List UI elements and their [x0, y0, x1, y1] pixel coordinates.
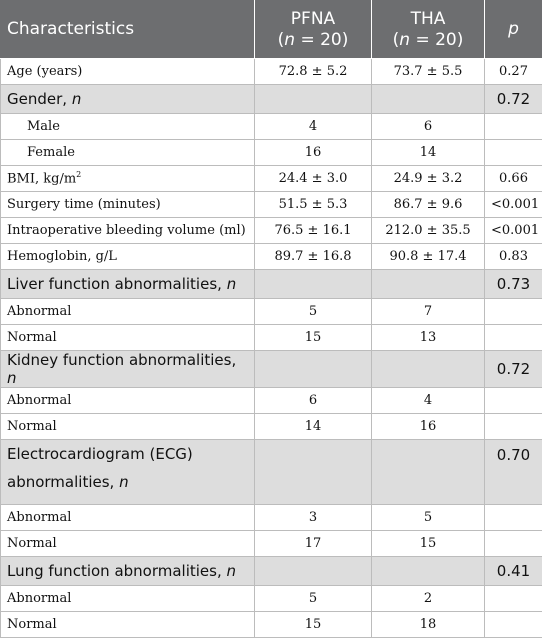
cell-pfna: 15: [255, 325, 372, 351]
cell-tha: [372, 440, 485, 505]
cell-pfna: 14: [255, 414, 372, 440]
cell-p: 0.70: [485, 440, 542, 505]
row-label: Abnormal: [1, 586, 255, 612]
row-label: Male: [1, 114, 255, 140]
cell-pfna: [255, 351, 372, 388]
cell-pfna: 3: [255, 505, 372, 531]
header-tha-n-letter: n: [399, 30, 410, 50]
cell-pfna: 6: [255, 388, 372, 414]
header-characteristics: Characteristics: [1, 1, 255, 59]
table-row-gender: [1, 85, 542, 114]
cell-p: [485, 388, 542, 414]
cell-pfna: [255, 557, 372, 586]
cell-tha: [372, 270, 485, 299]
cell-p: [485, 114, 542, 140]
cell-p: 0.27: [485, 59, 542, 85]
header-tha: THA (n = 20): [372, 1, 485, 59]
row-label: Abnormal: [1, 388, 255, 414]
cell-pfna: 24.4 ± 3.0: [255, 166, 372, 192]
group-label-text: Gender,: [7, 90, 72, 108]
cell-p: [485, 299, 542, 325]
cell-p: [485, 531, 542, 557]
cell-tha: 16: [372, 414, 485, 440]
group-label-n: n: [7, 369, 17, 387]
row-label: Hemoglobin, g/L: [1, 244, 255, 270]
group-label: [1, 351, 255, 388]
header-pfna: PFNA (n = 20): [255, 1, 372, 59]
group-label: [1, 440, 255, 505]
row-label-superscript: 2: [76, 170, 81, 179]
header-pfna-n-letter: n: [284, 30, 295, 50]
cell-pfna: 89.7 ± 16.8: [255, 244, 372, 270]
row-label: Normal: [1, 325, 255, 351]
cell-p: [485, 325, 542, 351]
cell-pfna: 15: [255, 612, 372, 638]
cell-tha: 24.9 ± 3.2: [372, 166, 485, 192]
cell-tha: 86.7 ± 9.6: [372, 192, 485, 218]
cell-pfna: 76.5 ± 16.1: [255, 218, 372, 244]
row-label: Normal: [1, 612, 255, 638]
cell-tha: 13: [372, 325, 485, 351]
table-row-bleeding: [1, 218, 542, 244]
cell-tha: 90.8 ± 17.4: [372, 244, 485, 270]
group-label-line1: Electrocardiogram (ECG): [7, 445, 193, 463]
cell-p: 0.83: [485, 244, 542, 270]
group-label-n: n: [119, 473, 129, 491]
group-label: [1, 85, 255, 114]
cell-p: [485, 414, 542, 440]
group-label: [1, 557, 255, 586]
cell-tha: 15: [372, 531, 485, 557]
table-row-ecg-abnormal: [1, 505, 542, 531]
cell-p: 0.66: [485, 166, 542, 192]
table-row-liver-normal: [1, 325, 542, 351]
table-row-bmi: [1, 166, 542, 192]
cell-p: 0.72: [485, 85, 542, 114]
row-label: Female: [1, 140, 255, 166]
cell-pfna: 51.5 ± 5.3: [255, 192, 372, 218]
row-label: Abnormal: [1, 505, 255, 531]
table-row-lung: [1, 557, 542, 586]
table-row-female: [1, 140, 542, 166]
cell-tha: 4: [372, 388, 485, 414]
group-label-text: Kidney function abnormalities,: [7, 351, 236, 369]
group-label-text: Lung function abnormalities,: [7, 562, 227, 580]
cell-p: 0.41: [485, 557, 542, 586]
table-row-hemoglobin: [1, 244, 542, 270]
cell-tha: [372, 351, 485, 388]
row-label: Normal: [1, 531, 255, 557]
cell-tha: 5: [372, 505, 485, 531]
table-row-male: [1, 114, 542, 140]
group-label-line2: abnormalities,: [7, 473, 119, 491]
row-label: Age (years): [1, 59, 255, 85]
group-label-text: Liver function abnormalities,: [7, 275, 227, 293]
cell-tha: 14: [372, 140, 485, 166]
row-label: Intraoperative bleeding volume (ml): [1, 218, 255, 244]
cell-pfna: 4: [255, 114, 372, 140]
group-label-n: n: [227, 562, 237, 580]
row-label: Normal: [1, 414, 255, 440]
cell-pfna: [255, 270, 372, 299]
group-label: [1, 270, 255, 299]
cell-tha: [372, 557, 485, 586]
cell-p: [485, 140, 542, 166]
cell-p: 0.73: [485, 270, 542, 299]
cell-p: [485, 612, 542, 638]
table-row-ecg: [1, 440, 542, 505]
header-tha-name: THA: [411, 9, 446, 29]
cell-p: 0.72: [485, 351, 542, 388]
table-row-ecg-normal: [1, 531, 542, 557]
row-label: Surgery time (minutes): [1, 192, 255, 218]
row-label-text: BMI, kg/m: [7, 172, 76, 187]
cell-pfna: [255, 440, 372, 505]
cell-tha: 73.7 ± 5.5: [372, 59, 485, 85]
table-row-age: [1, 59, 542, 85]
cell-tha: 18: [372, 612, 485, 638]
cell-tha: 7: [372, 299, 485, 325]
table-row-surgery-time: [1, 192, 542, 218]
table-header-row: [1, 1, 542, 59]
table-row-kidney: [1, 351, 542, 388]
group-label-n: n: [227, 275, 237, 293]
table-row-lung-abnormal: [1, 586, 542, 612]
cell-tha: 2: [372, 586, 485, 612]
cell-pfna: 17: [255, 531, 372, 557]
cell-p: <0.001: [485, 192, 542, 218]
header-pfna-name: PFNA: [291, 9, 335, 29]
cell-p: <0.001: [485, 218, 542, 244]
cell-pfna: 5: [255, 586, 372, 612]
cell-pfna: 72.8 ± 5.2: [255, 59, 372, 85]
cell-p: [485, 505, 542, 531]
cell-tha: [372, 85, 485, 114]
cell-pfna: 16: [255, 140, 372, 166]
cell-p: [485, 586, 542, 612]
cell-pfna: [255, 85, 372, 114]
header-pfna-n-value: = 20): [295, 30, 348, 50]
row-label: [1, 166, 255, 192]
table-row-liver: [1, 270, 542, 299]
table-row-lung-normal: [1, 612, 542, 638]
cell-tha: 212.0 ± 35.5: [372, 218, 485, 244]
header-p-value: p: [485, 1, 542, 59]
table-row-kidney-normal: [1, 414, 542, 440]
row-label: Abnormal: [1, 299, 255, 325]
group-label-n: n: [72, 90, 82, 108]
header-tha-n-value: = 20): [410, 30, 463, 50]
table-row-kidney-abnormal: [1, 388, 542, 414]
cell-tha: 6: [372, 114, 485, 140]
table-row-liver-abnormal: [1, 299, 542, 325]
cell-pfna: 5: [255, 299, 372, 325]
